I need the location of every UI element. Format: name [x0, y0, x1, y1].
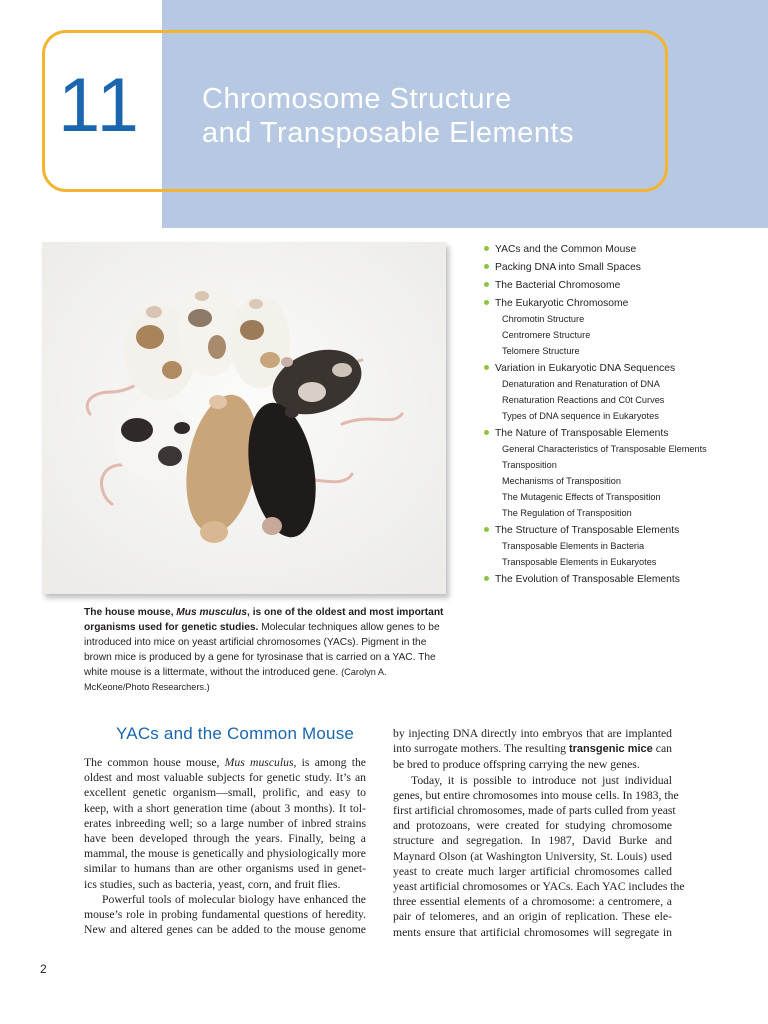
outline-item — [482, 243, 764, 256]
outline-sublist — [502, 313, 764, 357]
outline-subitem: Denaturation and Renaturation of DNA — [502, 379, 660, 389]
outline-subitem: Transposition — [502, 460, 557, 470]
chapter-outline — [482, 238, 764, 586]
text-line: The common house mouse, Mus musculus, is among the — [84, 756, 366, 769]
text-line: genes, but entire chromosomes into mouse cells. In 1983, the — [393, 788, 679, 802]
photo-caption — [84, 605, 452, 695]
outline-subitem: The Regulation of Transposition — [502, 508, 632, 518]
outline-subitem: Telomere Structure — [502, 346, 580, 356]
outline-item-label: The Eukaryotic Chromosome — [495, 298, 629, 309]
caption-credit: (Carolyn A. McKeone/Photo Researchers.) — [84, 667, 387, 692]
text-line: New and altered genes can be added to the mouse genome — [84, 923, 366, 937]
outline-item — [482, 524, 764, 568]
text-line: ments ensure that artificial chromosomes will segregate in — [393, 925, 672, 939]
outline-subitem: Transposable Elements in Eukaryotes — [502, 557, 657, 567]
outline-sublist — [502, 378, 764, 422]
text-line: into surrogate mothers. The resulting transgenic mice can — [393, 742, 672, 756]
text-line: by injecting DNA directly into embryos that are implanted — [393, 727, 672, 740]
text-line: keep, with a short generation time (about 3 months). It tol- — [84, 801, 366, 815]
text-line: yeast to create much larger artificial chromosomes called — [393, 864, 672, 878]
text-line: structure and segregation. In 1987, David Burke and — [393, 834, 672, 848]
outline-item-label: The Bacterial Chromosome — [495, 280, 621, 291]
outline-subitem: Transposable Elements in Bacteria — [502, 541, 645, 551]
outline-subitem: Centromere Structure — [502, 330, 591, 340]
text-line: mammal, the mouse is genetically and physiologically more — [84, 847, 366, 861]
outline-item — [482, 279, 764, 292]
outline-item-label: Variation in Eukaryotic DNA Sequences — [495, 363, 676, 374]
page-number: 2 — [40, 962, 47, 976]
caption-body: Molecular techniques allow genes to be introduced into mice on yeast artificial chromosomes (YACs). Pigment in the brown mice is produced by a gene for tyrosinase that is carried on a YAC. The white mouse is a littermate, without the introduced gene. — [84, 622, 440, 678]
outline-item — [482, 362, 764, 422]
text-line: pair of telomeres, and an origin of replication. These ele- — [393, 910, 672, 924]
outline-subitem: Chromotin Structure — [502, 314, 585, 324]
outline-sublist — [502, 443, 764, 519]
body-column-left — [84, 755, 366, 937]
text-line: and protozoans, were created for studying chromosome — [393, 819, 672, 833]
outline-item-label: YACs and the Common Mouse — [495, 244, 637, 255]
text-line: excellent genetic organism—small, prolific, and easy to — [84, 786, 366, 800]
text-line: three essential elements of a chromosome: a centromere, a — [393, 895, 672, 909]
outline-item-label: The Nature of Transposable Elements — [495, 428, 669, 439]
text-line: Today, it is possible to introduce not just individual — [411, 773, 672, 787]
text-line: ics studies, such as bacteria, yeast, corn, and fruit flies. — [84, 877, 341, 891]
outline-item-label: The Structure of Transposable Elements — [495, 525, 680, 536]
text-line: similar to humans than are other organisms used in genet- — [84, 862, 366, 876]
outline-item — [482, 573, 764, 586]
outline-subitem: Renaturation Reactions and C0t Curves — [502, 395, 665, 405]
chapter-title — [202, 82, 642, 150]
text-line: Powerful tools of molecular biology have enhanced the — [102, 892, 366, 906]
outline-item — [482, 261, 764, 274]
text-line: erates inbreeding well; so a large number of inbred strains — [84, 816, 366, 830]
text-line: yeast artificial chromosomes or YACs. Each YAC includes the — [393, 880, 685, 894]
chapter-title-line1: Chromosome Structure — [202, 83, 512, 115]
outline-subitem: The Mutagenic Effects of Transposition — [502, 492, 661, 502]
mouse-black-white — [114, 404, 194, 480]
outline-subitem: Mechanisms of Transposition — [502, 476, 621, 486]
section-heading: YACs and the Common Mouse — [116, 724, 355, 743]
outline-sublist — [502, 540, 764, 568]
chapter-title-line2: and Transposable Elements — [202, 117, 574, 149]
outline-subitem: Types of DNA sequence in Eukaryotes — [502, 411, 659, 421]
text-line: have been developed through the years. Finally, being a — [84, 832, 366, 846]
text-line: oldest and most valuable subjects for genetic study. It’s an — [84, 771, 366, 785]
text-line: mouse’s role in probing fundamental questions of heredity. — [84, 908, 366, 922]
mice-photo — [42, 242, 446, 594]
outline-item — [482, 427, 764, 519]
caption-species: Mus musculus — [176, 607, 248, 618]
caption-lead-pre: The house mouse, — [84, 607, 177, 618]
text-line: be bred to produce offspring carrying the new genes. — [393, 758, 640, 772]
outline-subitem: General Characteristics of Transposable Elements — [502, 444, 707, 454]
outline-item-label: Packing DNA into Small Spaces — [495, 262, 641, 273]
caption-lead-post: , is one of the oldest and most important organisms used for genetic studies. — [84, 607, 444, 633]
chapter-number: 11 — [58, 63, 141, 148]
outline-item-label: The Evolution of Transposable Elements — [495, 574, 680, 585]
mice-illustration — [42, 242, 446, 594]
outline-item — [482, 297, 764, 357]
text-line: Maynard Olson (at Washington University, St. Louis) used — [393, 849, 672, 863]
body-column-right — [393, 726, 685, 940]
text-line: first artificial chromosomes, made of parts culled from yeast — [393, 804, 676, 818]
